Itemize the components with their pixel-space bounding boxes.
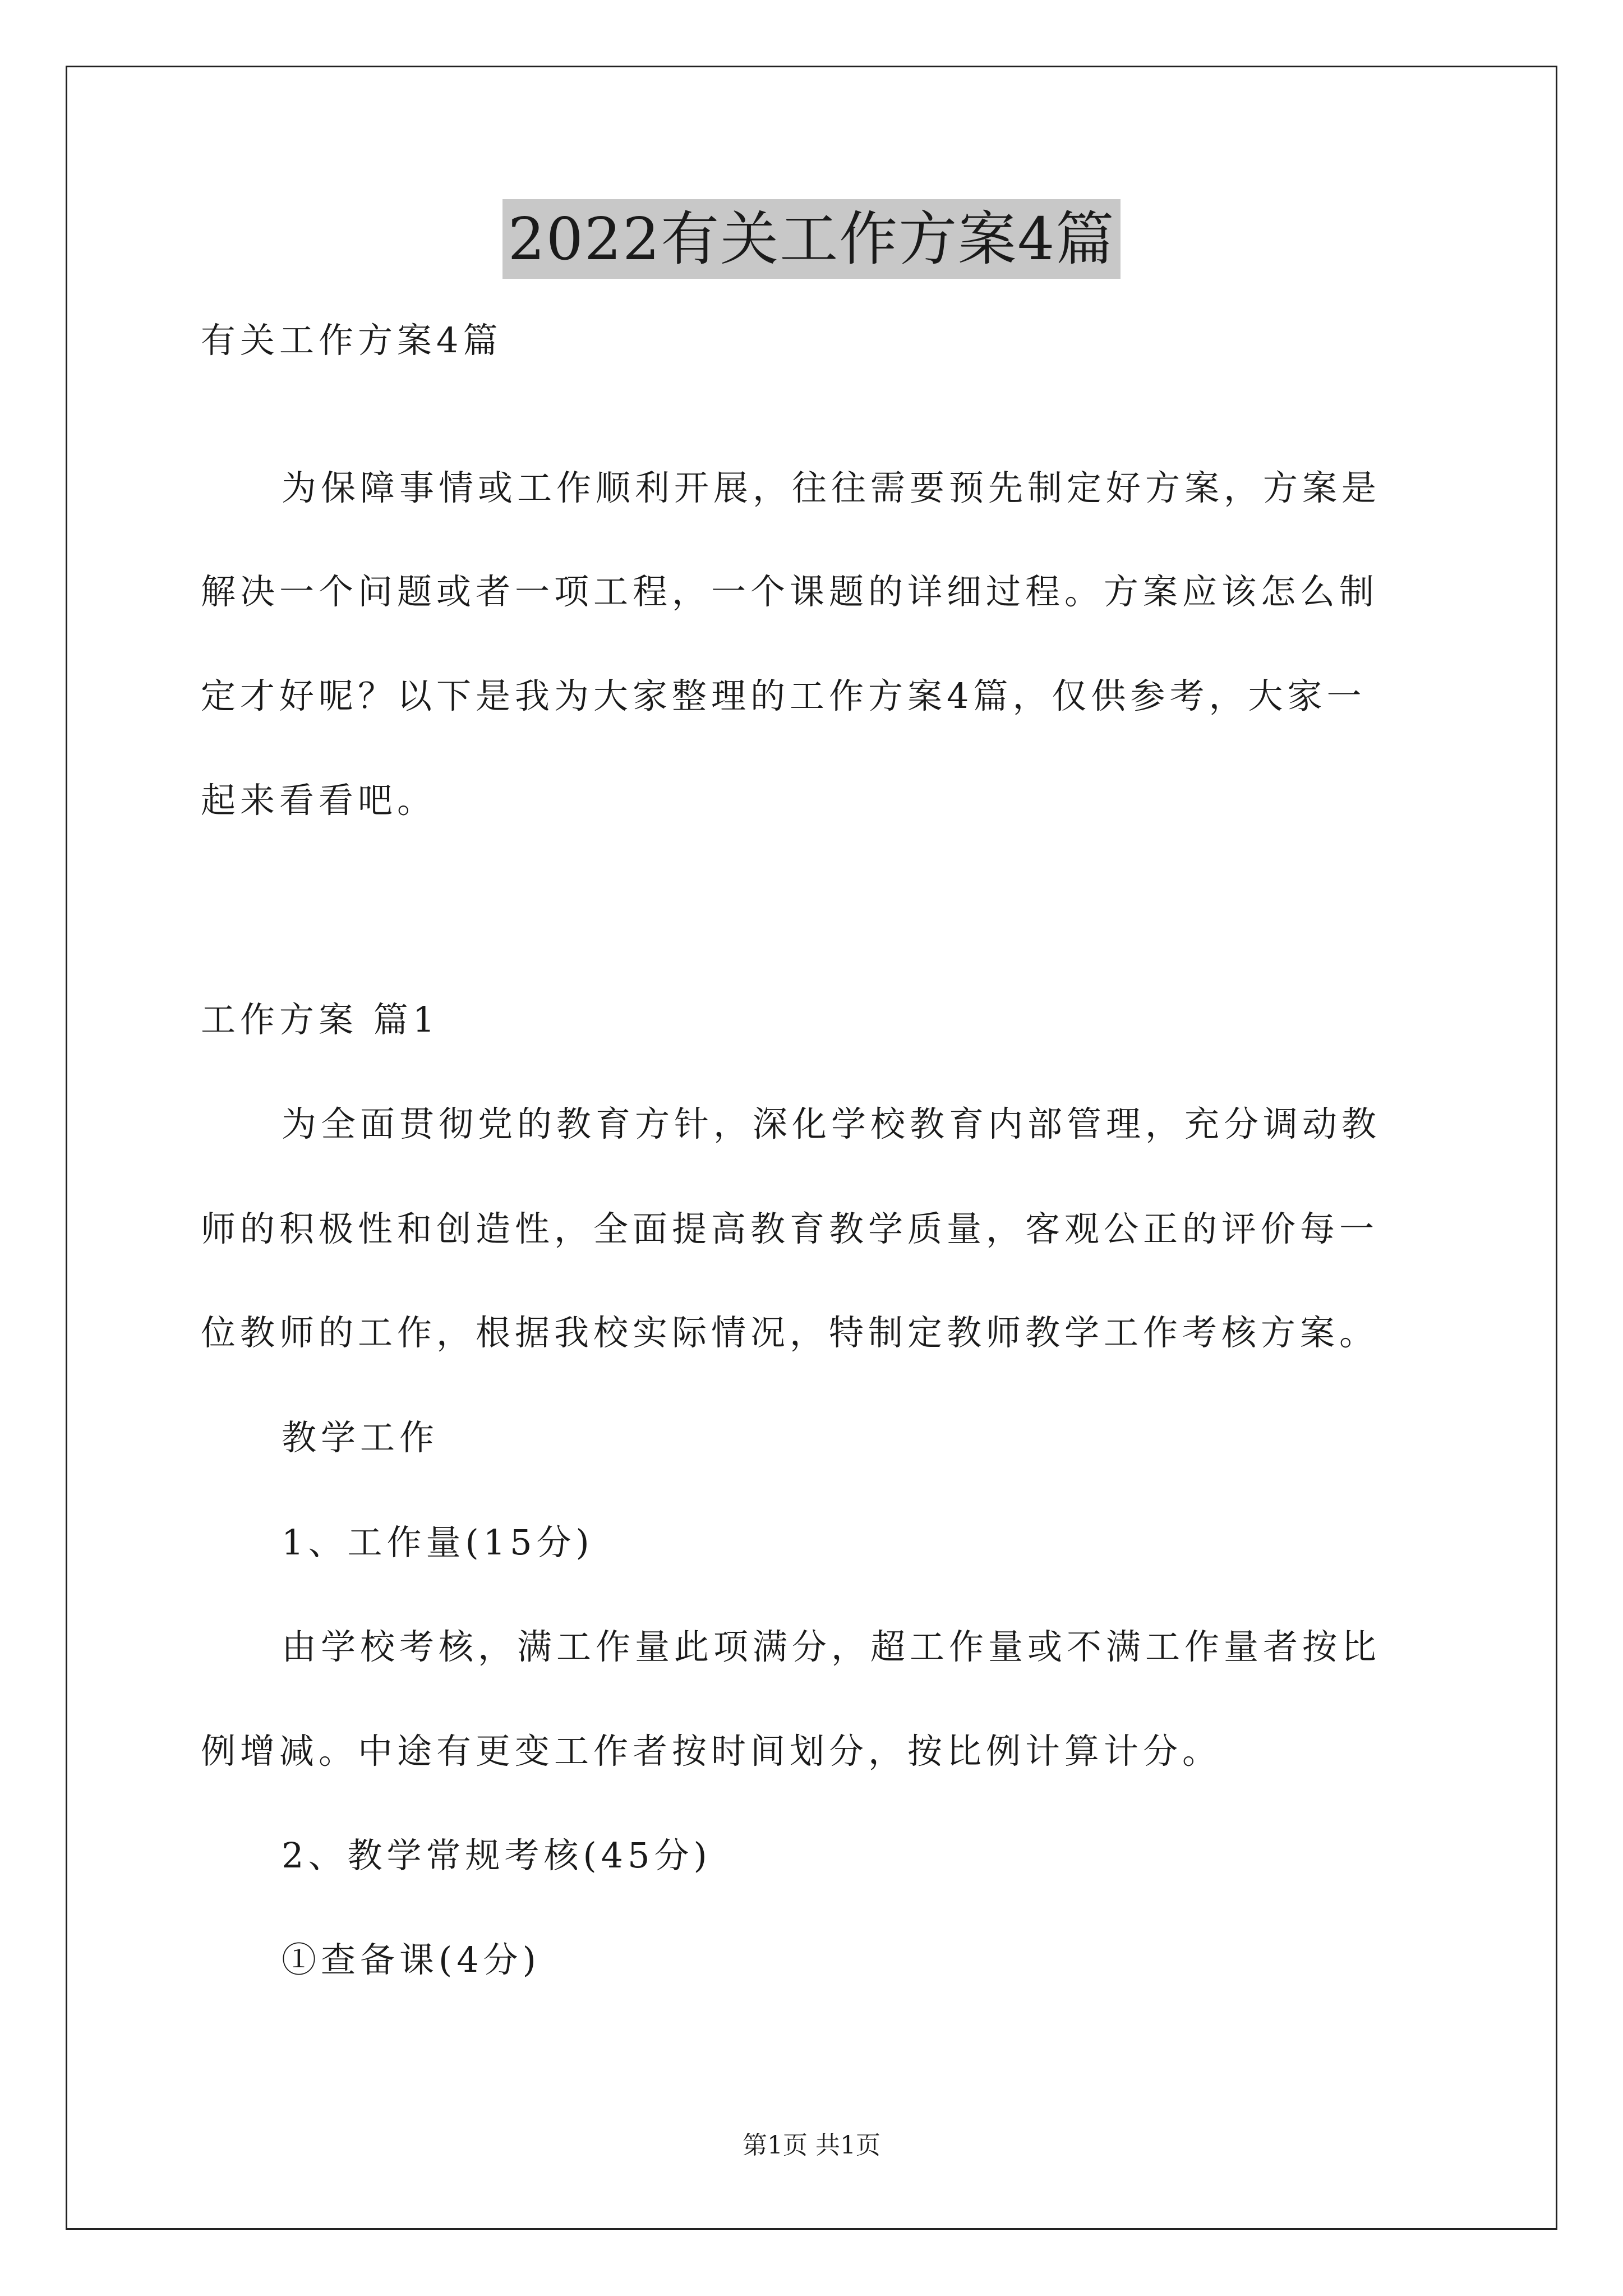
workload-paragraph-line-2: 例增减。中途有更变工作者按时间划分，按比例计算计分。 <box>201 1731 1222 1772</box>
title-container <box>0 199 1623 279</box>
intro-paragraph-line-2: 解决一个问题或者一项工程，一个课题的详细过程。方案应该怎么制 <box>201 571 1379 612</box>
page-footer: 第1页 共1页 <box>743 2131 880 2160</box>
section-paragraph-line-1: 为全面贯彻党的教育方针，深化学校教育内部管理，充分调动教 <box>282 1103 1381 1144</box>
subheading-teaching-work: 教学工作 <box>282 1417 439 1458</box>
item-workload: 1、工作量(15分) <box>282 1522 594 1563</box>
section-heading: 工作方案 篇1 <box>201 999 440 1040</box>
section-paragraph-line-2: 师的积极性和创造性，全面提高教育教学质量，客观公正的评价每一 <box>201 1208 1379 1249</box>
item-routine-assessment: 2、教学常规考核(45分) <box>282 1835 712 1876</box>
subtitle-line: 有关工作方案4篇 <box>201 320 502 361</box>
section-paragraph-line-3: 位教师的工作，根据我校实际情况，特制定教师教学工作考核方案。 <box>201 1312 1379 1353</box>
workload-paragraph-line-1: 由学校考核，满工作量此项满分，超工作量或不满工作量者按比 <box>282 1626 1381 1667</box>
intro-paragraph-line-4: 起来看看吧。 <box>201 780 437 821</box>
intro-paragraph-line-1: 为保障事情或工作顺利开展，往往需要预先制定好方案，方案是 <box>282 467 1381 508</box>
document-title: 2022有关工作方案4篇 <box>502 199 1121 279</box>
item-lesson-prep-check: ①查备课(4分) <box>282 1939 541 1980</box>
intro-paragraph-line-3: 定才好呢？以下是我为大家整理的工作方案4篇，仅供参考，大家一 <box>201 675 1366 716</box>
page-border <box>66 66 1557 2230</box>
